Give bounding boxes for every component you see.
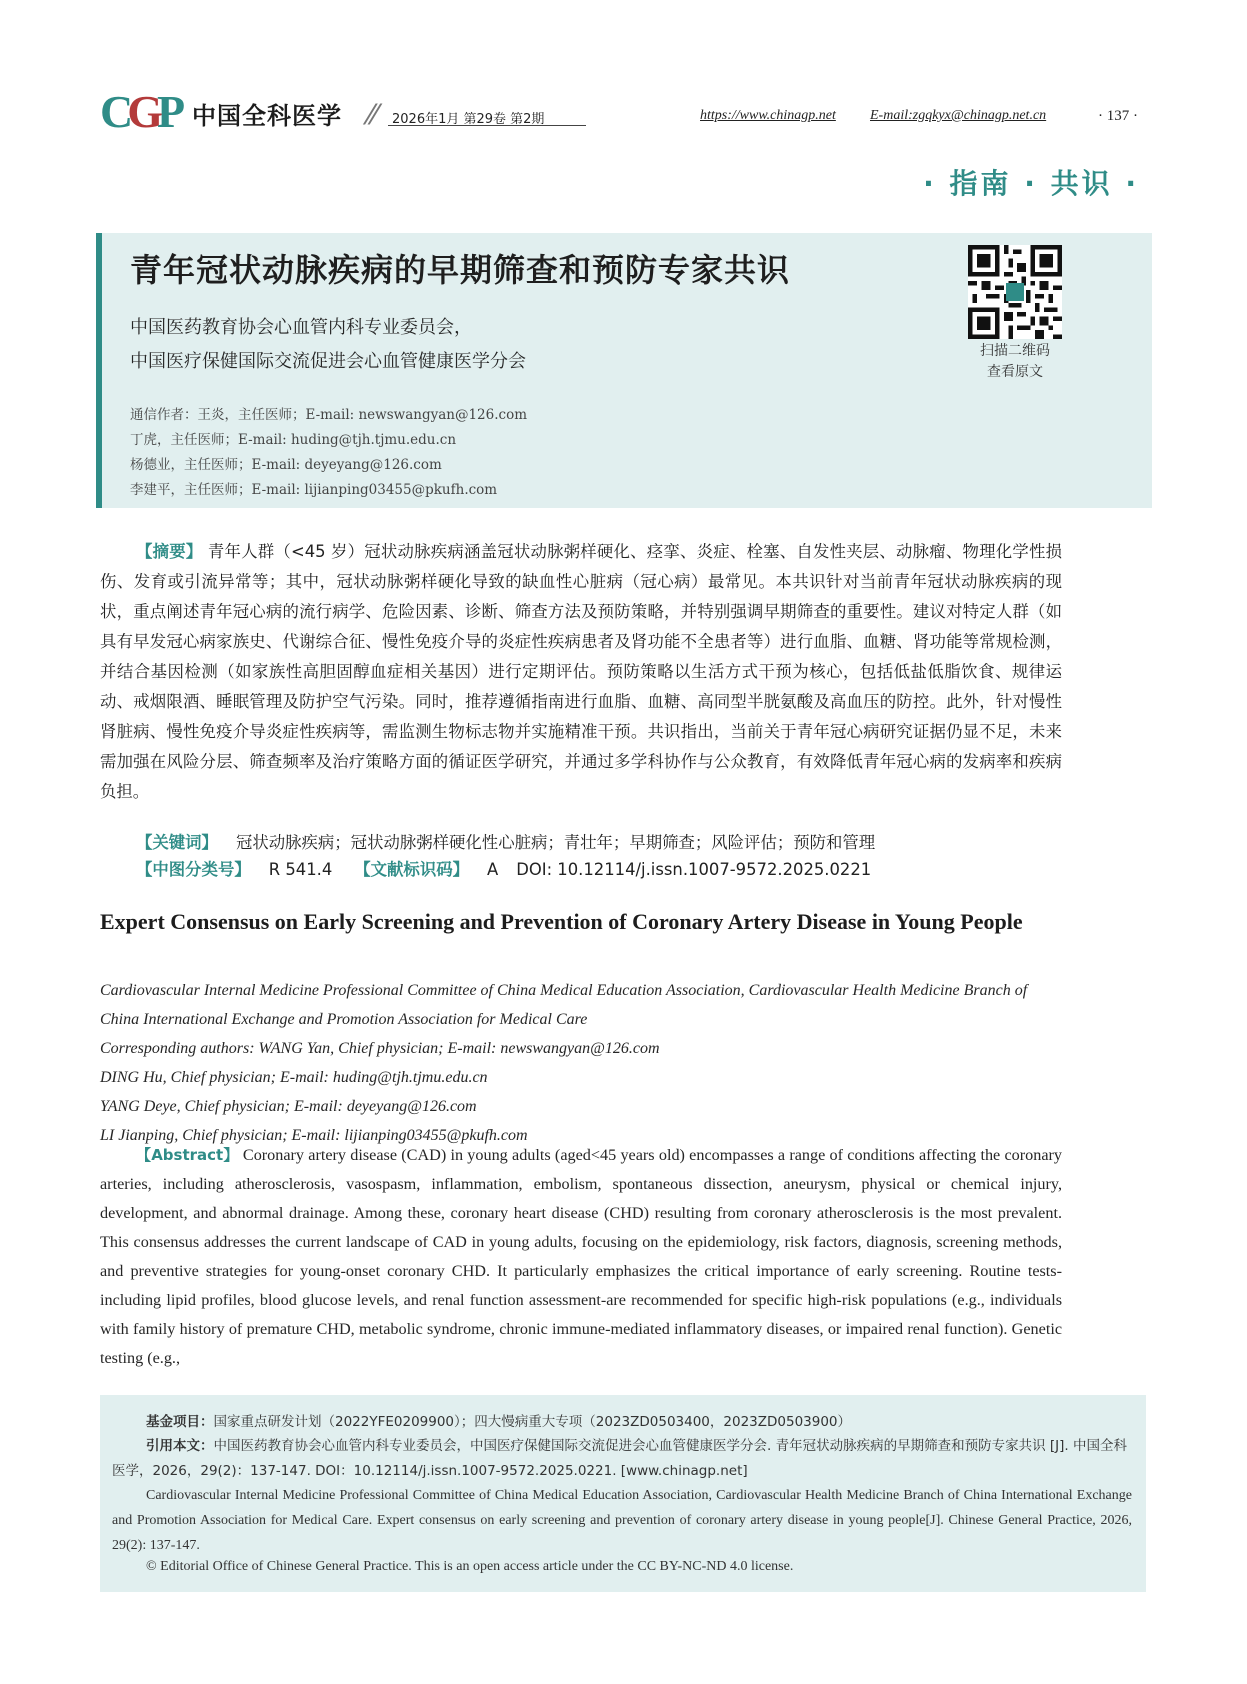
- funding-label: 基金项目：: [146, 1414, 214, 1430]
- citation-cn-text: 中国医药教育协会心血管内科专业委员会，中国医疗保健国际交流促进会心血管健康医学分会. 青年冠状动脉疾病的早期筛查和预防专家共识 [J]. 中国全科医学，2026，29(2)：137-147. DOI：10.12114/j.issn.1007-9572.2025.0221. [www.chinagp.net]: [112, 1438, 1127, 1479]
- abstract-en: [100, 1141, 1062, 1373]
- qr-caption-line: 查看原文: [987, 364, 1043, 380]
- author-list: [130, 311, 526, 379]
- section-label: · 指南 · 共识 ·: [923, 167, 1139, 200]
- journal-url-link[interactable]: https://www.chinagp.net: [700, 108, 836, 123]
- english-corresponding-line: LI Jianping, Chief physician; E-mail: lijianping03455@pkufh.com: [100, 1127, 528, 1144]
- qr-caption: [952, 341, 1078, 383]
- cite-label: 引用本文：: [146, 1438, 214, 1454]
- issue-info: [368, 98, 586, 131]
- citation-cn: [112, 1434, 1132, 1484]
- doc-code-label: 【文献标识码】: [354, 860, 469, 879]
- issue-text: 2026年1月 第29卷 第2期: [392, 112, 545, 127]
- clc-label: 【中图分类号】: [136, 860, 251, 879]
- author-line: 中国医疗保健国际交流促进会心血管健康医学分会: [130, 351, 526, 372]
- abstract-cn-label: 【摘要】: [136, 542, 203, 561]
- author-line: 中国医药教育协会心血管内科专业委员会，: [130, 317, 472, 338]
- abstract-en-label: 【Abstract】: [136, 1146, 239, 1164]
- english-corresponding-line: DING Hu, Chief physician; E-mail: huding@tjh.tjmu.edu.cn: [100, 1069, 488, 1086]
- corresponding-line: 通信作者：王炎，主任医师；E-mail: newswangyan@126.com: [130, 407, 528, 423]
- logo-mark: CGP: [100, 86, 180, 137]
- slash-divider-icon: ⁄⁄: [368, 98, 378, 131]
- keywords-text: 冠状动脉疾病；冠状动脉粥样硬化性心脏病；青壮年；早期筛查；风险评估；预防和管理: [235, 833, 876, 852]
- journal-logo: [100, 86, 360, 137]
- license-text: © Editorial Office of Chinese General Practice. This is an open access article under the CC BY-NC-ND 4.0 license.: [146, 1559, 794, 1574]
- abstract-en-text: Coronary artery disease (CAD) in young adults (aged<45 years old) encompasses a range of conditions affecting the coronary arteries, including atherosclerosis, vasospasm, inflammation, embolism, spontaneous dissection, aneurysm, physical or chemical injury, development, and abnormal drainage. Among these, coronary heart disease (CHD) resulting from coronary atherosclerosis is the most prevalent. This consensus addresses the current landscape of CAD in young adults, focusing on the epidemiology, risk factors, diagnosis, screening methods, and preventive strategies for young-onset coronary CHD. It particularly emphasizes the critical importance of early screening. Routine tests-including lipid profiles, blood glucose levels, and renal function assessment-are recommended for specific high-risk populations (e.g., individuals with family history of premature CHD, metabolic syndrome, chronic immune-mediated inflammatory diseases, or impaired renal function). Genetic testing (e.g.,: [100, 1146, 1063, 1367]
- corresponding-line: 丁虎，主任医师；E-mail: huding@tjh.tjmu.edu.cn: [130, 432, 457, 448]
- article-title: 青年冠状动脉疾病的早期筛查和预防专家共识: [130, 251, 791, 289]
- keywords-line: [136, 829, 875, 853]
- journal-name: 中国全科医学: [192, 102, 342, 130]
- header-rule: [388, 125, 586, 126]
- doi-link[interactable]: DOI: 10.12114/j.issn.1007-9572.2025.0221: [516, 860, 872, 879]
- abstract-cn-text: 青年人群（<45 岁）冠状动脉疾病涵盖冠状动脉粥样硬化、痉挛、炎症、栓塞、自发性夹层、动脉瘤、物理化学性损伤、发育或引流异常等；其中，冠状动脉粥样硬化导致的缺血性心脏病（冠心病）最常见。本共识针对当前青年冠状动脉疾病的现状，重点阐述青年冠心病的流行病学、危险因素、诊断、筛查方法及预防策略，并特别强调早期筛查的重要性。建议对特定人群（如具有早发冠心病家族史、代谢综合征、慢性免疫介导的炎症性疾病患者及肾功能不全患者等）进行血脂、血糖、肾功能等常规检测，并结合基因检测（如家族性高胆固醇血症相关基因）进行定期评估。预防策略以生活方式干预为核心，包括低盐低脂饮食、规律运动、戒烟限酒、睡眠管理及防护空气污染。同时，推荐遵循指南进行血脂、血糖、高同型半胱氨酸及高血压的防控。此外，针对慢性肾脏病、慢性免疫介导炎症性疾病等，需监测生物标志物并实施精准干预。共识指出，当前关于青年冠心病研究证据仍显不足，未来需加强在风险分层、筛查频率及治疗策略方面的循证医学研究，并通过多学科协作与公众教育，有效降低青年冠心病的发病率和疾病负担。: [100, 542, 1062, 801]
- doc-code-value: A: [487, 860, 499, 879]
- funding-citation-box: [100, 1395, 1146, 1592]
- clc-value: R 541.4: [268, 860, 333, 879]
- citation-en: Cardiovascular Internal Medicine Professional Committee of China Medical Education Association, Cardiovascular Health Medicine Branch of China International Exchange and Promotion Association for Medical Care. Expert consensus on early screening and prevention of coronary artery disease in young people[J]. Chinese General Practice, 2026, 29(2): 137-147.: [112, 1488, 1132, 1553]
- qr-code-icon[interactable]: [968, 245, 1062, 339]
- corresponding-line: 李建平，主任医师；E-mail: lijianping03455@pkufh.com: [130, 482, 498, 498]
- funding-line: [146, 1410, 851, 1430]
- english-corresponding-line: Corresponding authors: WANG Yan, Chief physician; E-mail: newswangyan@126.com: [100, 1040, 660, 1057]
- english-affiliation-block: [100, 976, 1062, 1150]
- funding-text: 国家重点研发计划（2022YFE0209900）；四大慢病重大专项（2023ZD0503400，2023ZD0503900）: [213, 1414, 852, 1430]
- page-number: · 137 ·: [1098, 108, 1138, 124]
- qr-caption-line: 扫描二维码: [980, 343, 1050, 359]
- corresponding-line: 杨德业，主任医师；E-mail: deyeyang@126.com: [130, 457, 442, 473]
- corresponding-authors: [130, 403, 527, 503]
- classification-line: [136, 856, 871, 880]
- keywords-label: 【关键词】: [136, 833, 218, 852]
- english-affiliation: Cardiovascular Internal Medicine Professional Committee of China Medical Education Association, Cardiovascular Health Medicine Branch of China International Exchange and Promotion Association for Medical Care: [100, 982, 1028, 1028]
- english-title: Expert Consensus on Early Screening and Prevention of Coronary Artery Disease in Young People: [100, 909, 1023, 934]
- title-panel: [96, 233, 1152, 508]
- abstract-cn: [100, 537, 1062, 807]
- header-contact: [700, 108, 1148, 130]
- english-corresponding-line: YANG Deye, Chief physician; E-mail: deyeyang@126.com: [100, 1098, 477, 1115]
- journal-email-link[interactable]: E-mail:zgqkyx@chinagp.net.cn: [870, 108, 1047, 123]
